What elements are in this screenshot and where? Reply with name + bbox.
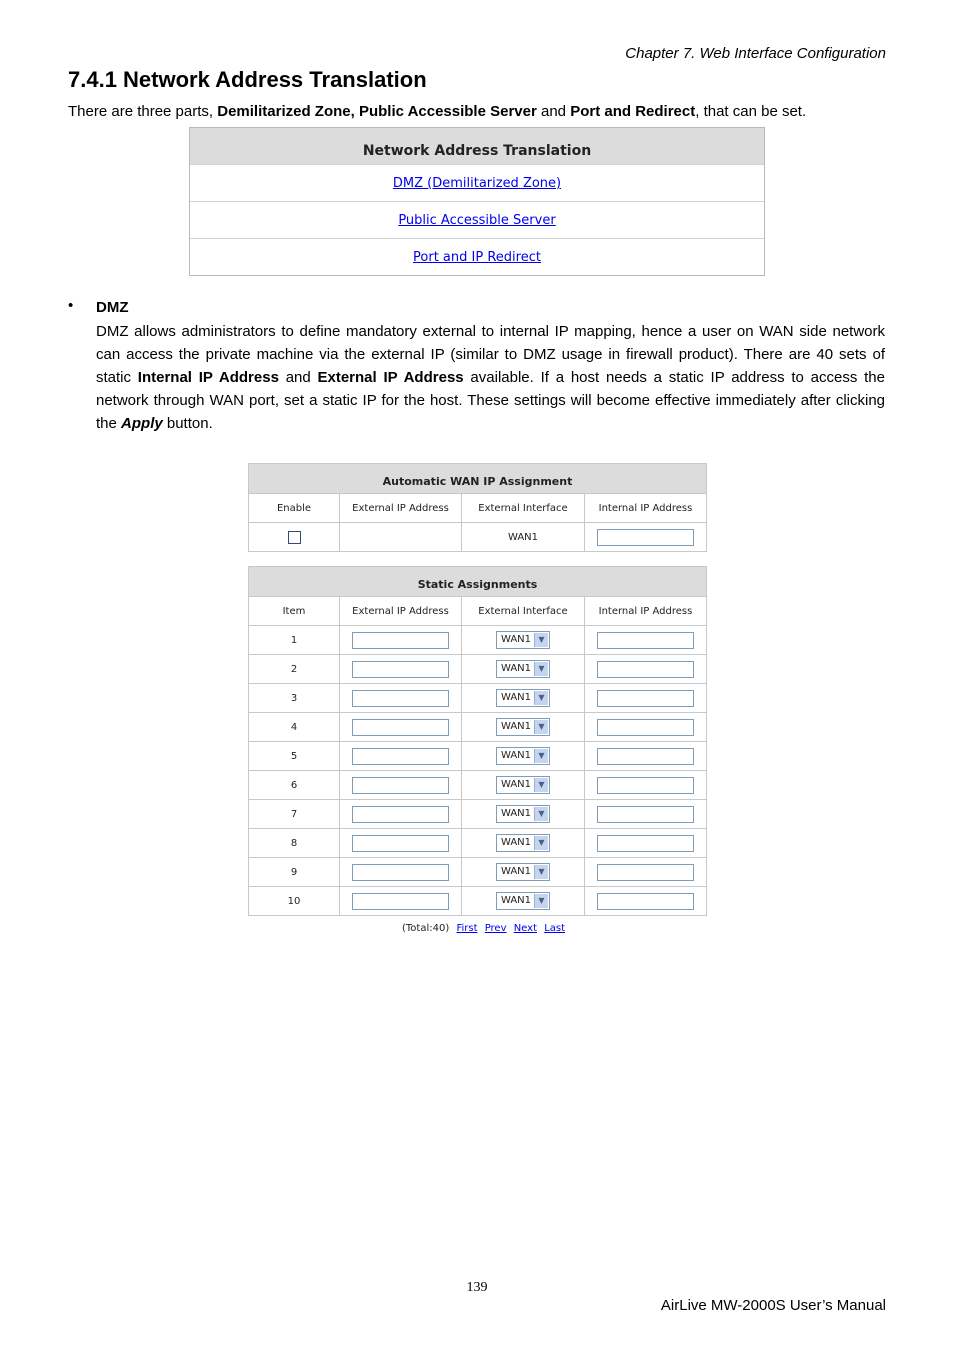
internal-ip-input[interactable]	[597, 777, 694, 794]
page-number: 139	[466, 1280, 488, 1295]
dmz-bold-external: External IP Address	[317, 369, 464, 386]
dmz-bold-internal: Internal IP Address	[137, 369, 279, 386]
external-interface-select[interactable]	[496, 747, 550, 765]
chevron-down-icon: ▼	[534, 836, 548, 850]
table-row	[249, 771, 707, 800]
chapter-header: Chapter 7. Web Interface Configuration	[625, 45, 886, 62]
external-ip-input[interactable]	[352, 806, 449, 823]
dmz-text-2: and	[278, 369, 318, 386]
auto-internal-ip-input[interactable]	[597, 529, 694, 546]
internal-ip-input[interactable]	[597, 806, 694, 823]
interface-value: WAN1	[501, 692, 532, 703]
dmz-text-4: button.	[162, 415, 213, 432]
external-ip-input[interactable]	[352, 777, 449, 794]
item-number: 7	[249, 800, 340, 829]
interface-value: WAN1	[501, 779, 532, 790]
nat-menu-panel	[189, 127, 765, 276]
internal-ip-input[interactable]	[597, 719, 694, 736]
dmz-link[interactable]: DMZ (Demilitarized Zone)	[392, 176, 562, 191]
external-ip-input[interactable]	[352, 661, 449, 678]
auto-table-title: Automatic WAN IP Assignment	[249, 464, 707, 494]
external-interface-select[interactable]	[496, 834, 550, 852]
item-number: 10	[249, 887, 340, 916]
chevron-down-icon: ▼	[534, 807, 548, 821]
item-number: 4	[249, 713, 340, 742]
intro-bold-redirect: Port and Redirect	[570, 103, 696, 120]
col-header-enable: Enable	[249, 494, 340, 523]
intro-bold-parts: Demilitarized Zone, Public Accessible Server	[217, 103, 537, 120]
interface-value: WAN1	[501, 750, 532, 761]
dmz-text-1: DMZ allows administrators to define mandatory external to internal IP mapping, hence a user on WAN side network can access the private machine via the external IP (similar to DMZ usage in firewall product). There are 40 sets of static	[96, 323, 885, 386]
chevron-down-icon: ▼	[534, 633, 548, 647]
port-ip-redirect-link[interactable]: Port and IP Redirect	[413, 250, 541, 265]
section-title: 7.4.1 Network Address Translation	[68, 67, 427, 92]
item-number: 1	[249, 626, 340, 655]
item-number: 6	[249, 771, 340, 800]
external-interface-select[interactable]	[496, 631, 550, 649]
prev-page-link[interactable]: Prev	[484, 923, 507, 934]
internal-ip-input[interactable]	[597, 661, 694, 678]
interface-value: WAN1	[501, 721, 532, 732]
chevron-down-icon: ▼	[534, 720, 548, 734]
dmz-bold-apply: Apply	[121, 415, 163, 432]
internal-ip-input[interactable]	[597, 748, 694, 765]
dmz-heading: DMZ	[96, 299, 129, 316]
total-count: (Total:40)	[402, 923, 450, 934]
external-ip-input[interactable]	[352, 864, 449, 881]
intro-text	[68, 103, 806, 120]
interface-value: WAN1	[501, 866, 532, 877]
external-interface-select[interactable]	[496, 689, 550, 707]
table-row	[249, 858, 707, 887]
table-row	[249, 684, 707, 713]
external-ip-input[interactable]	[352, 632, 449, 649]
interface-value: WAN1	[501, 808, 532, 819]
table-row	[249, 887, 707, 916]
dmz-description	[96, 320, 885, 435]
intro-mid: and	[536, 103, 571, 120]
chevron-down-icon: ▼	[534, 749, 548, 763]
static-table-title: Static Assignments	[249, 567, 707, 597]
chevron-down-icon: ▼	[534, 662, 548, 676]
col-header-external-ip: External IP Address	[340, 494, 462, 523]
item-number: 9	[249, 858, 340, 887]
auto-interface-value: WAN1	[462, 523, 585, 552]
interface-value: WAN1	[501, 634, 532, 645]
col-header-external-interface: External Interface	[462, 597, 585, 626]
internal-ip-input[interactable]	[597, 864, 694, 881]
intro-pre: There are three parts,	[68, 103, 218, 120]
internal-ip-input[interactable]	[597, 632, 694, 649]
next-page-link[interactable]: Next	[513, 923, 537, 934]
interface-value: WAN1	[501, 663, 532, 674]
internal-ip-input[interactable]	[597, 690, 694, 707]
intro-post: , that can be set.	[695, 103, 807, 120]
footer-manual-title: AirLive MW-2000S User’s Manual	[660, 1297, 886, 1314]
enable-checkbox[interactable]	[288, 531, 301, 544]
chevron-down-icon: ▼	[534, 865, 548, 879]
col-header-internal-ip: Internal IP Address	[585, 494, 707, 523]
external-ip-input[interactable]	[352, 719, 449, 736]
last-page-link[interactable]: Last	[544, 923, 566, 934]
external-interface-select[interactable]	[496, 718, 550, 736]
internal-ip-input[interactable]	[597, 893, 694, 910]
interface-value: WAN1	[501, 837, 532, 848]
table-row	[249, 713, 707, 742]
external-interface-select[interactable]	[496, 660, 550, 678]
external-ip-input[interactable]	[352, 835, 449, 852]
table-row	[249, 742, 707, 771]
external-interface-select[interactable]	[496, 776, 550, 794]
chevron-down-icon: ▼	[534, 778, 548, 792]
external-interface-select[interactable]	[496, 892, 550, 910]
external-interface-select[interactable]	[496, 863, 550, 881]
dmz-text-3: available. If a host needs a static IP address to access the network through WAN port, set a static IP for the host. These settings will become effective immediately after clicking the	[96, 369, 885, 432]
auto-external-ip-cell	[340, 523, 462, 552]
external-interface-select[interactable]	[496, 805, 550, 823]
chevron-down-icon: ▼	[534, 894, 548, 908]
external-ip-input[interactable]	[352, 748, 449, 765]
col-header-external-interface: External Interface	[462, 494, 585, 523]
table-row	[249, 829, 707, 858]
pagination	[402, 923, 565, 934]
static-assignments-table	[248, 566, 707, 916]
bullet-icon: •	[68, 297, 74, 314]
col-header-item: Item	[249, 597, 340, 626]
item-number: 2	[249, 655, 340, 684]
public-accessible-server-link[interactable]: Public Accessible Server	[398, 213, 556, 228]
chevron-down-icon: ▼	[534, 691, 548, 705]
col-header-external-ip: External IP Address	[340, 597, 462, 626]
table-row	[249, 800, 707, 829]
internal-ip-input[interactable]	[597, 835, 694, 852]
first-page-link[interactable]: First	[456, 923, 478, 934]
automatic-wan-ip-table	[248, 463, 707, 552]
external-ip-input[interactable]	[352, 690, 449, 707]
item-number: 8	[249, 829, 340, 858]
item-number: 5	[249, 742, 340, 771]
item-number: 3	[249, 684, 340, 713]
external-ip-input[interactable]	[352, 893, 449, 910]
table-row	[249, 626, 707, 655]
col-header-internal-ip: Internal IP Address	[585, 597, 707, 626]
table-row	[249, 655, 707, 684]
interface-value: WAN1	[501, 895, 532, 906]
nat-menu-title: Network Address Translation	[190, 128, 764, 164]
